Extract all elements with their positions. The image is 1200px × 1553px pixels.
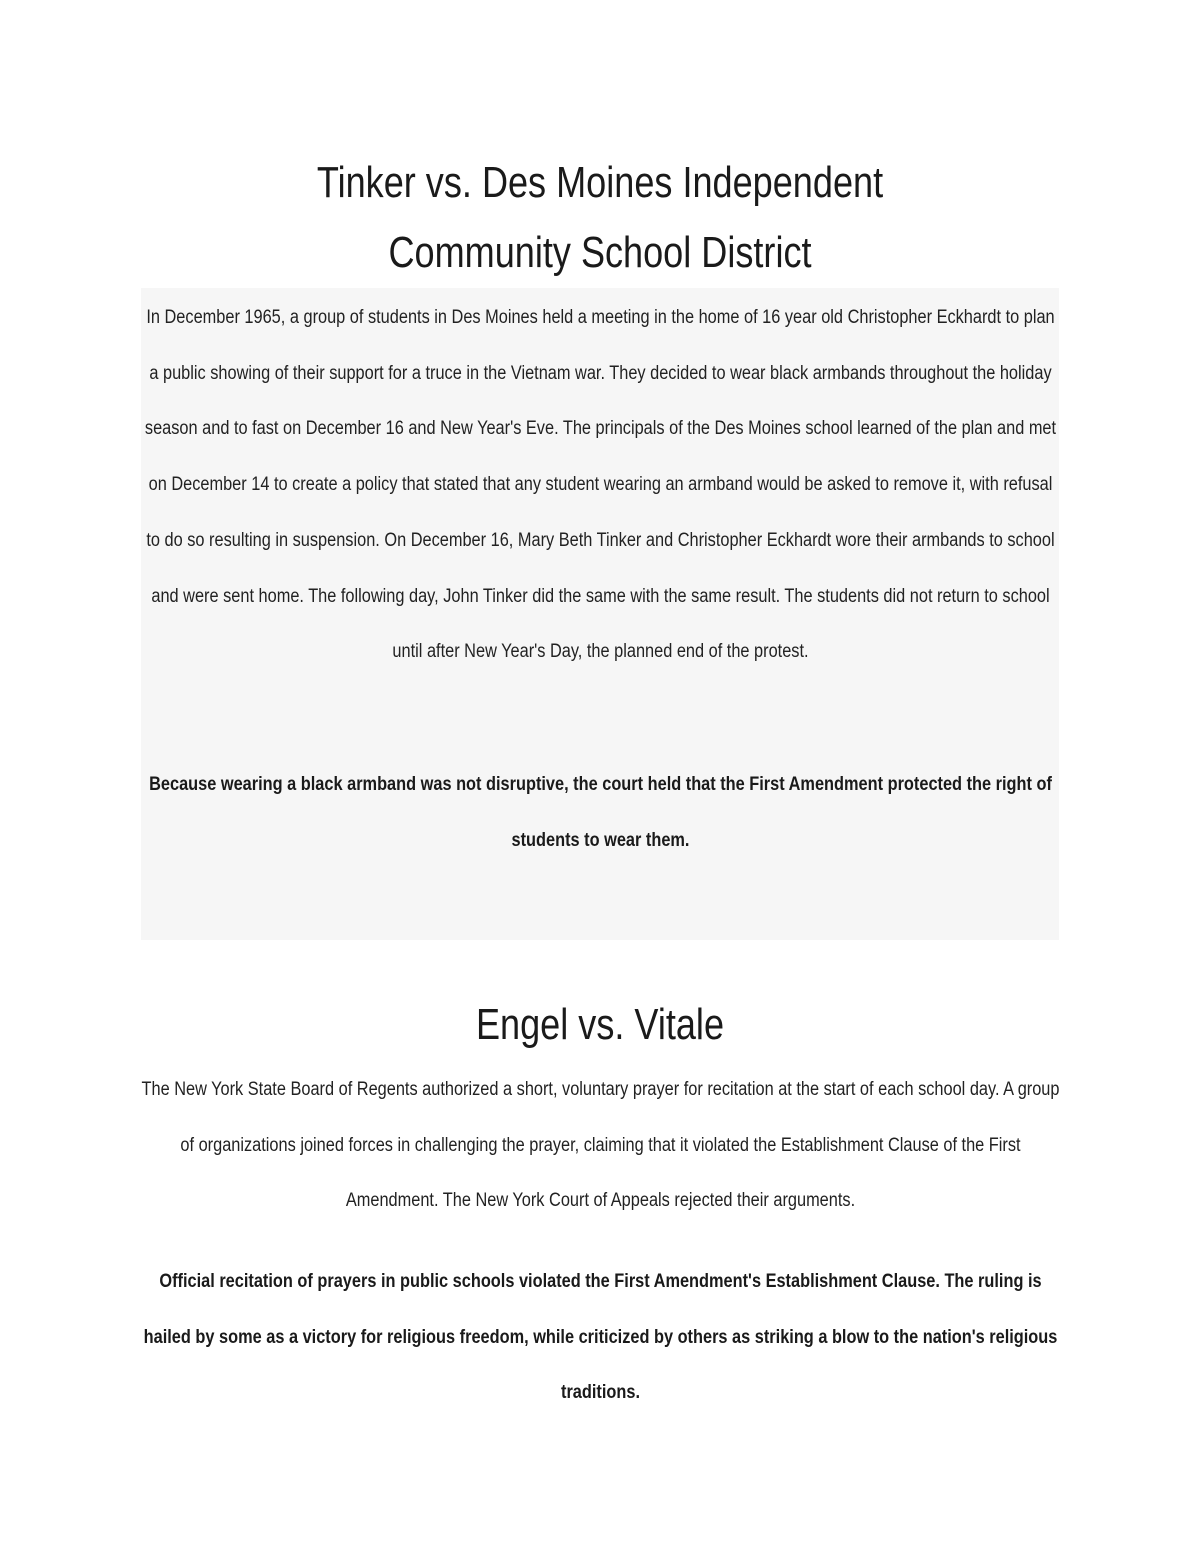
case-title-engel: Engel vs. Vitale [475,1000,725,1049]
case-body-engel-text: The New York State Board of Regents authorized a short, voluntary prayer for recitation at the start of each school day. A group of organizations joined forces in challenging the prayer, claiming that it violated the Establishment Clause of the First Amendment. The New York Court of Appeals rejected their arguments. [141,1079,1060,1212]
case-holding-engel [140,1254,1060,1421]
case-body-tinker [140,290,1060,680]
case-holding-tinker [140,757,1060,868]
case-title-tinker: Tinker vs. Des Moines Independent Community School District [316,158,884,277]
case-holding-tinker-text: Because wearing a black armband was not disruptive, the court held that the First Amendment protected the right of students to wear them. [149,774,1052,851]
case-holding-engel-text: Official recitation of prayers in public schools violated the First Amendment's Establishment Clause. The ruling is hailed by some as a victory for religious freedom, while criticized by others as striking a blow to the nation's religious traditions. [143,1271,1058,1404]
case-body-engel [140,1062,1060,1229]
case-body-tinker-text: In December 1965, a group of students in Des Moines held a meeting in the home of 16 year old Christopher Eckhardt to plan a public showing of their support for a truce in the Vietnam war. They decided to wear black armbands throughout the holiday season and to fast on December 16 and New Year's Eve. The principals of the Des Moines school learned of the plan and met on December 14 to create a policy that stated that any student wearing an armband would be asked to remove it, with refusal to do so resulting in suspension. On December 16, Mary Beth Tinker and Christopher Eckhardt wore their armbands to school and were sent home. The following day, John Tinker did the same with the same result. The students did not return to school until after New Year's Day, the planned end of the protest. [144,307,1057,663]
